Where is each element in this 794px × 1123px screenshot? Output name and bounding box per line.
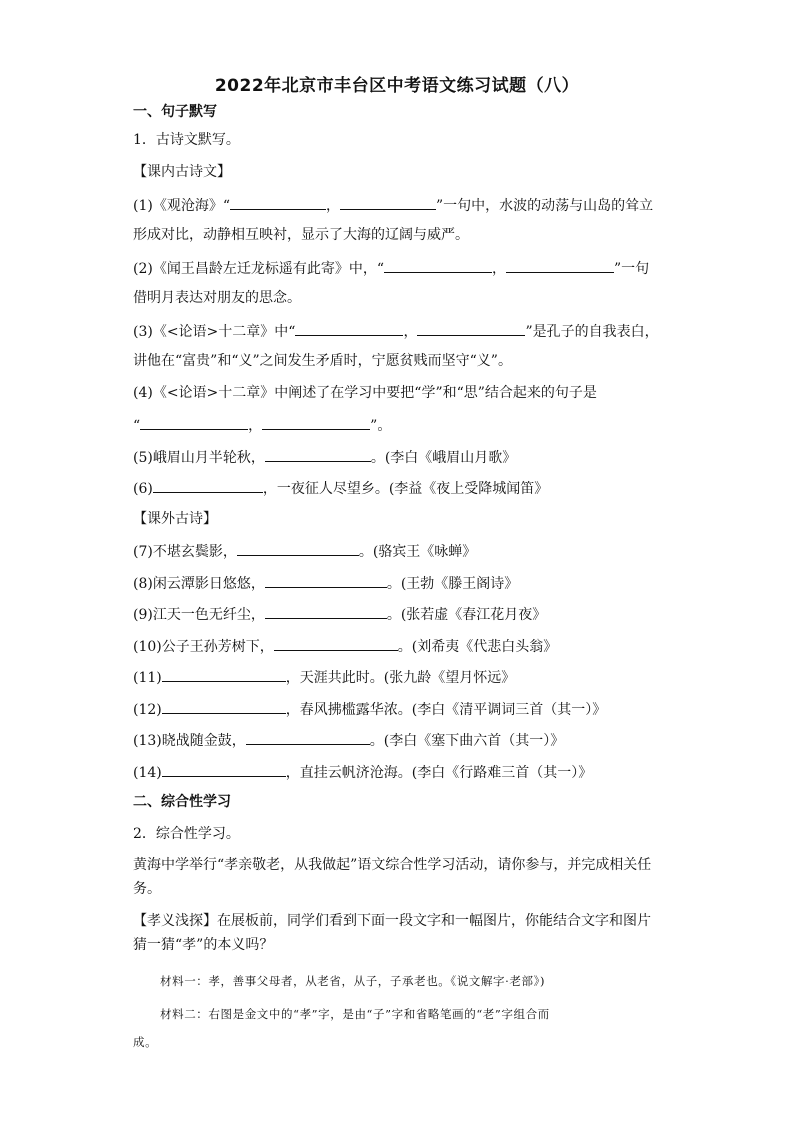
item-8-line (133, 573, 518, 593)
item-5-text-b: 。(李白《峨眉山月歌》 (370, 450, 517, 466)
item-13-text-b: 。(李白《塞下曲六首（其一）》 (369, 733, 565, 749)
item-12-line (133, 699, 606, 719)
item-4-text-b: “ (133, 418, 141, 434)
question-1-label: 1．古诗文默写。 (133, 132, 240, 148)
answer-blank[interactable] (162, 667, 286, 682)
item-2-text-c: ”一句 (614, 261, 650, 277)
item-2-text-a: (2)《闻王昌龄左迁龙标遥有此寄》中，“ (133, 261, 384, 277)
item-14-text-b: ，直挂云帆济沧海。(李白《行路难三首（其一）》 (285, 765, 593, 781)
item-14-text-a: (14) (133, 765, 162, 781)
item-9-text-b: 。(张若虚《春江花月夜》 (386, 607, 547, 623)
item-9-text-a: (9)江天一色无纤尘， (133, 607, 265, 623)
item-5-text-a: (5)峨眉山月半轮秋， (133, 450, 265, 466)
item-1-text-a: (1)《观沧海》“ (133, 198, 230, 214)
task-line-1: 【孝义浅探】在展板前，同学们看到下面一段文字和一幅图片，你能结合文字和图片 (133, 913, 651, 929)
outclass-poems-heading: 【课外古诗】 (133, 511, 217, 527)
item-6-line (133, 478, 548, 498)
material-2-line-2: 成。 (133, 1035, 158, 1049)
answer-blank[interactable] (506, 258, 614, 273)
item-10-text-a: (10)公子王孙芳树下， (133, 639, 274, 655)
answer-blank[interactable] (340, 195, 436, 210)
item-4-line: (4)《<论语>十二章》中阐述了在学习中要把“学”和“思”结合起来的句子是 (133, 385, 597, 401)
section2-heading: 二、综合性学习 (133, 794, 231, 810)
answer-blank[interactable] (246, 730, 370, 745)
inclass-poems-heading: 【课内古诗文】 (133, 164, 231, 180)
answer-blank[interactable] (230, 195, 326, 210)
item-10-line (133, 636, 557, 656)
activity-intro-line-1: 黄海中学举行“孝亲敬老，从我做起”语文综合性学习活动，请你参与，并完成相关任 (133, 857, 652, 873)
material-1: 材料一：孝，善事父母者，从老省，从子，子承老也。《说文解字·老部》) (160, 974, 546, 988)
answer-blank[interactable] (237, 541, 359, 556)
item-2-line (133, 258, 649, 278)
item-8-text-b: 。(王勃《滕王阁诗》 (386, 576, 519, 592)
task-line-2: 猜一猜“孝”的本义吗？ (133, 937, 274, 953)
page-title: 2022年北京市丰台区中考语文练习试题（八） (214, 76, 580, 96)
item-13-line (133, 730, 564, 750)
answer-blank[interactable] (140, 415, 248, 430)
answer-blank[interactable] (417, 321, 525, 336)
item-3-text-a: (3)《<论语>十二章》中“ (133, 324, 296, 340)
answer-blank[interactable] (162, 762, 286, 777)
item-3-text-c: ”是孔子的自我表白， (525, 324, 659, 340)
item-4-text-d: ”。 (370, 418, 392, 434)
item-9-line (133, 604, 546, 624)
item-2-line-2: 借明月表达对朋友的思念。 (133, 290, 301, 306)
answer-blank[interactable] (265, 604, 387, 619)
activity-intro-line-2: 务。 (133, 881, 161, 897)
item-11-text-b: ，天涯共此时。(张九龄《望月怀远》 (285, 670, 516, 686)
item-1-text-b: ， (326, 198, 340, 214)
item-7-text-b: 。(骆宾王《咏蝉》 (358, 544, 477, 560)
item-12-text-a: (12) (133, 702, 162, 718)
item-3-line (133, 321, 659, 341)
answer-blank[interactable] (265, 447, 371, 462)
item-10-text-b: 。(刘希夷《代悲白头翁》 (397, 639, 558, 655)
item-11-line (133, 667, 515, 687)
item-14-line (133, 762, 592, 782)
item-7-text-a: (7)不堪玄鬓影， (133, 544, 237, 560)
answer-blank[interactable] (384, 258, 492, 273)
answer-blank[interactable] (162, 699, 286, 714)
item-7-line (133, 541, 476, 561)
item-13-text-a: (13)晓战随金鼓， (133, 733, 246, 749)
item-5-line (133, 447, 516, 467)
item-3-text-b: ， (403, 324, 418, 340)
item-2-text-b: ， (492, 261, 506, 277)
answer-blank[interactable] (295, 321, 403, 336)
item-6-text-b: ，一夜征人尽望乡。(李益《夜上受降城闻笛》 (262, 481, 549, 497)
item-4-text-c: ， (248, 418, 263, 434)
item-11-text-a: (11) (133, 670, 162, 686)
item-4-line-2 (133, 415, 391, 435)
item-1-line-2: 形成对比，动静相互映衬，显示了大海的辽阔与威严。 (133, 227, 469, 243)
item-3-line-2: 讲他在“富贵”和“义”之间发生矛盾时，宁愿贫贱而坚守“义”。 (133, 353, 512, 369)
item-8-text-a: (8)闲云潭影日悠悠， (133, 576, 265, 592)
item-1-line (133, 195, 653, 215)
answer-blank[interactable] (262, 415, 370, 430)
answer-blank[interactable] (265, 573, 387, 588)
section1-heading: 一、句子默写 (133, 104, 217, 120)
item-12-text-b: ，春风拂槛露华浓。(李白《清平调词三首（其一）》 (285, 702, 607, 718)
answer-blank[interactable] (274, 636, 398, 651)
question-2-label: 2．综合性学习。 (133, 826, 240, 842)
item-6-text-a: (6) (133, 481, 153, 497)
material-2-line-1: 材料二：右图是金文中的“孝”字，是由“子”字和省略笔画的“老”字组合而 (160, 1007, 550, 1021)
answer-blank[interactable] (153, 478, 263, 493)
item-1-text-c: ”一句中，水波的动荡与山岛的耸立 (436, 198, 654, 214)
